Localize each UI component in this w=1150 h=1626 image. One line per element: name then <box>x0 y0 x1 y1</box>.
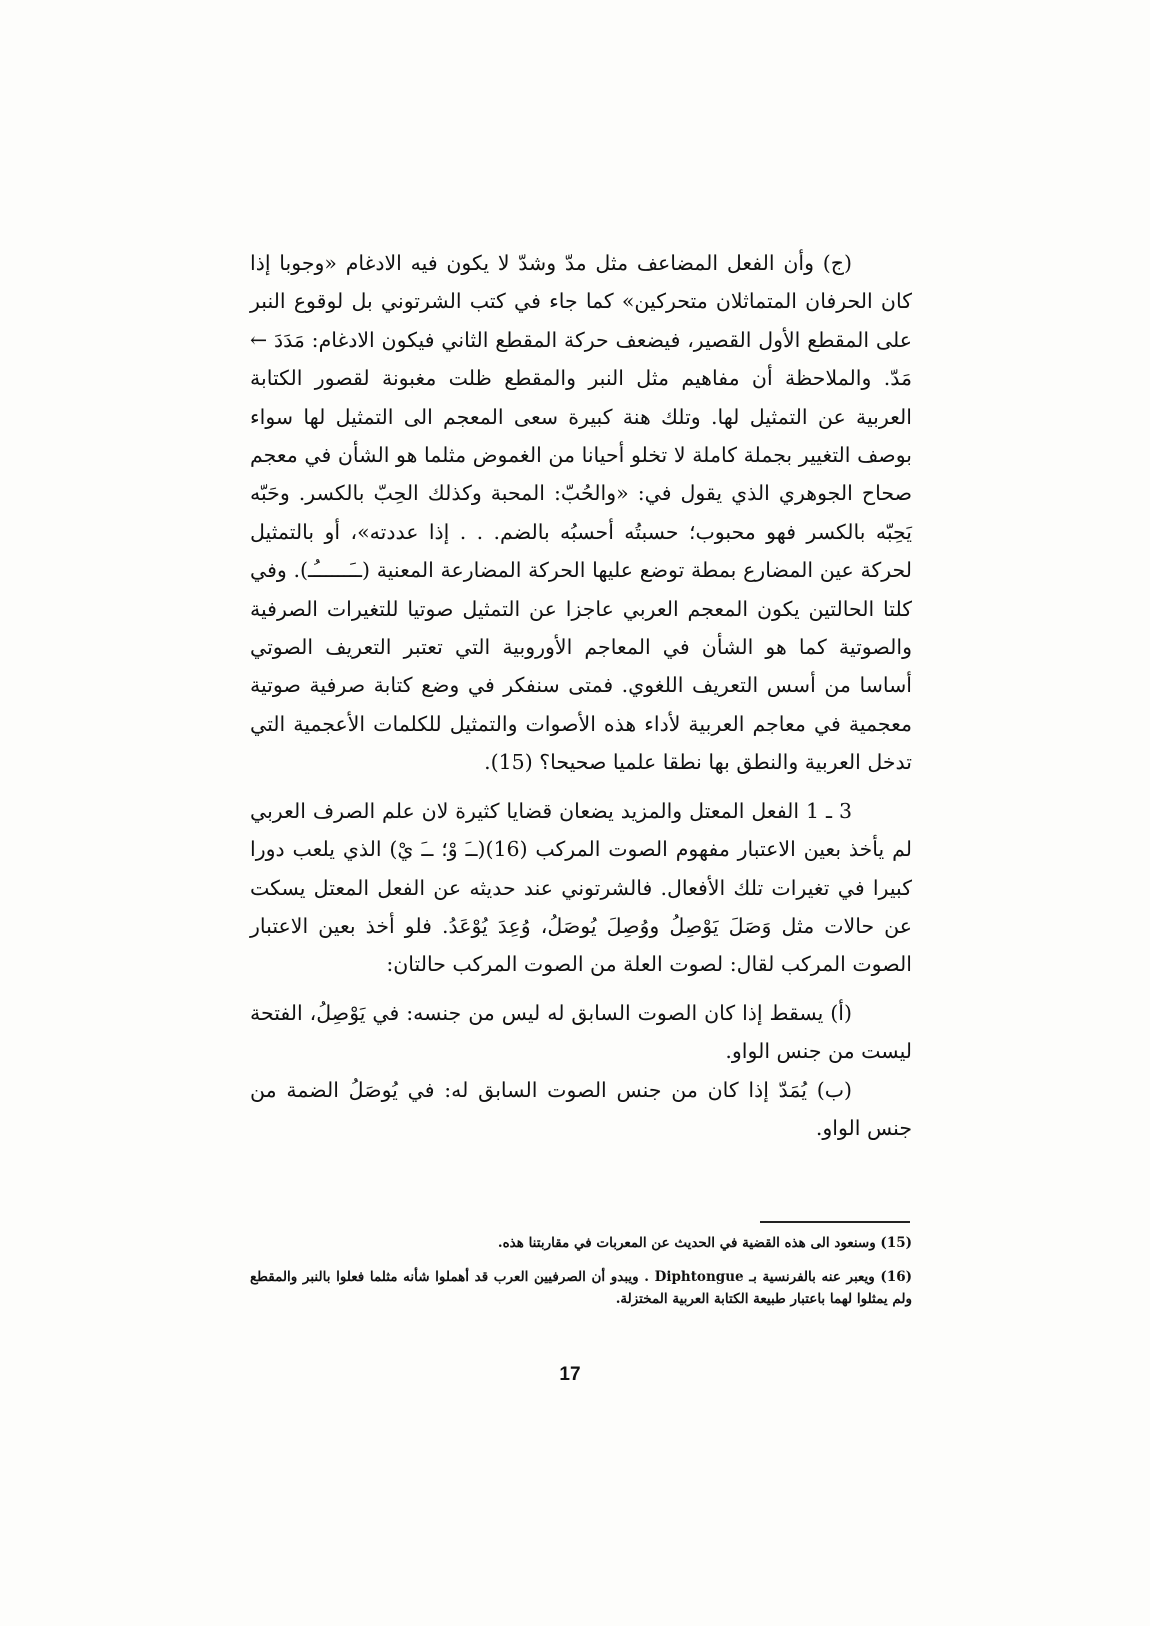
footnotes <box>250 1232 912 1322</box>
paragraph-section-3-1: 3 ـ 1 الفعل المعتل والمزيد يضعان قضايا كثيرة لان علم الصرف العربي لم يأخذ بعين الاعتبار مفهوم الصوت المركب (16)(ــَ وْ؛ ــَ يْ) الذي يلعب دورا كبيرا في تغيرات تلك الأفعال. فالشرتوني عند حديثه عن الفعل المعتل يسكت عن حالات مثل وَصَلَ يَوْصِلُ ووُصِلَ يُوصَلُ، وُعِدَ يُوْعَدُ. فلو أخذ بعين الاعتبار الصوت المركب لقال: لصوت العلة من الصوت المركب حالتان: <box>250 798 912 977</box>
footnote-separator <box>760 1221 910 1223</box>
paragraph-ba: (ب) يُمَدّ إذا كان من جنس الصوت السابق له: في يُوصَلُ الضمة من جنس الواو. <box>250 1077 912 1140</box>
footnote-16: (16) ويعبر عنه بالفرنسية بـ Diphtongue . ويبدو أن الصرفيين العرب قد أهملوا شأنه مثلما فعلوا بالنبر والمقطع ولم يمثلوا لهما باعتبار طبيعة الكتابة العربية المختزلة. <box>250 1269 912 1307</box>
body-text <box>250 244 912 1147</box>
page-number: 17 <box>559 1364 581 1385</box>
paragraph-jim: (ج) وأن الفعل المضاعف مثل مدّ وشدّ لا يكون فيه الادغام «وجوبا إذا كان الحرفان المتماثلان متحركين» كما جاء في كتب الشرتوني بل لوقوع النبر على المقطع الأول القصير، فيضعف حركة المقطع الثاني فيكون الادغام: مَدَدَ ← مَدّ. والملاحظة أن مفاهيم مثل النبر والمقطع ظلت مغبونة لقصور الكتابة العربية عن التمثيل لها. وتلك هنة كبيرة سعى المعجم الى التمثيل لها سواء بوصف التغيير بجملة كاملة لا تخلو أحيانا من الغموض مثلما هو الشأن في معجم صحاح الجوهري الذي يقول في: «والحُبّ: المحبة وكذلك الحِبّ بالكسر. وحَبّه يَحِبّه بالكسر فهو محبوب؛ حسبتُه أحسبُه بالضم. . . إذا عددته»، أو بالتمثيل لحركة عين المضارع بمطة توضع عليها الحركة المضارعة المعنية (ــَــــــُـ). وفي كلتا الحالتين يكون المعجم العربي عاجزا عن التمثيل صوتيا للتغيرات الصرفية والصوتية كما هو الشأن في المعاجم الأوروبية التي تعتبر التعريف الصوتي أساسا من أسس التعريف اللغوي. فمتى سنفكر في وضع كتابة صرفية صوتية معجمية في معاجم العربية لأداء هذه الأصوات والتمثيل للكلمات الأعجمية التي تدخل العربية والنطق بها نطقا علميا صحيحا؟ (15). <box>250 251 912 775</box>
footnote-15: (15) وسنعود الى هذه القضية في الحديث عن المعربات في مقاربتنا هذه. <box>497 1235 912 1251</box>
paragraph-alif: (أ) يسقط إذا كان الصوت السابق له ليس من جنسه: في يَوْصِلُ، الفتحة ليست من جنس الواو. <box>250 1000 912 1064</box>
